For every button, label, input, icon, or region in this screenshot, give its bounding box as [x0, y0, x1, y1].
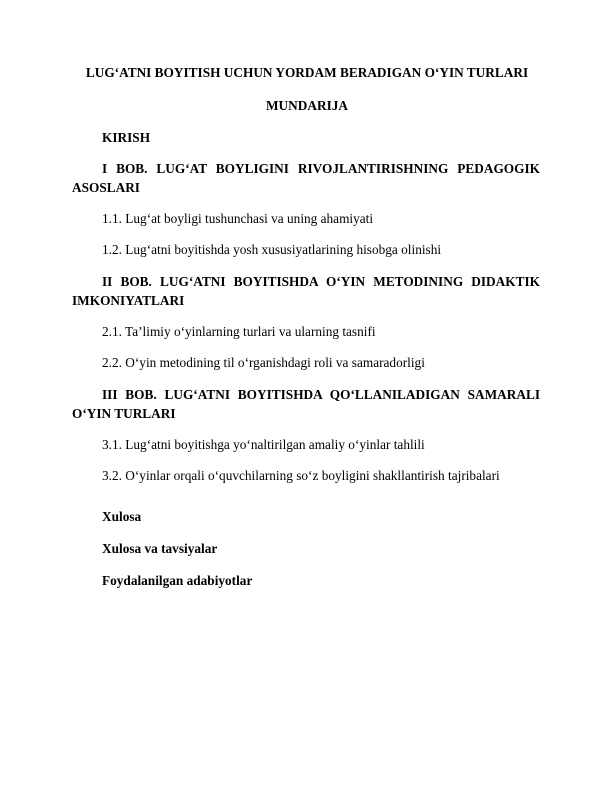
- toc-entry-chapter-3: III BOB. LUG‘ATNI BOYITISHDA QO‘LLANILADIGAN SAMARALI O‘YIN TURLARI: [72, 387, 540, 421]
- toc-entry-references: Foydalanilgan adabiyotlar: [102, 573, 253, 588]
- toc-entry-chapter-1: I BOB. LUG‘AT BOYLIGINI RIVOJLANTIRISHNING PEDAGOGIK ASOSLARI: [72, 161, 540, 195]
- toc-entry-section-2-1: 2.1. Ta’limiy o‘yinlarning turlari va ularning tasnifi: [102, 324, 376, 339]
- toc-entry-introduction: KIRISH: [102, 130, 151, 145]
- toc-entry-section-3-2: 3.2. O‘yinlar orqali o‘quvchilarning so‘z boyligini shakllantirish tajribalari: [102, 468, 500, 483]
- toc-entry-section-1-1: 1.1. Lug‘at boyligi tushunchasi va uning ahamiyati: [102, 211, 374, 226]
- toc-entry-section-2-2: 2.2. O‘yin metodining til o‘rganishdagi roli va samaradorligi: [102, 355, 425, 370]
- toc-entry-section-3-1: 3.1. Lug‘atni boyitishga yo‘naltirilgan amaliy o‘yinlar tahlili: [102, 437, 425, 452]
- toc-entry-chapter-2: II BOB. LUG‘ATNI BOYITISHDA O‘YIN METODINING DIDAKTIK IMKONIYATLARI: [72, 274, 540, 308]
- toc-entry-section-1-2: 1.2. Lug‘atni boyitishda yosh xususiyatlarining hisobga olinishi: [102, 242, 442, 257]
- toc-entry-conclusion: Xulosa: [102, 509, 142, 524]
- toc-entry-conclusion-recommendations: Xulosa va tavsiyalar: [102, 541, 218, 556]
- document-title: LUG‘ATNI BOYITISH UCHUN YORDAM BERADIGAN O‘YIN TURLARI: [85, 65, 529, 80]
- toc-heading: MUNDARIJA: [266, 98, 348, 113]
